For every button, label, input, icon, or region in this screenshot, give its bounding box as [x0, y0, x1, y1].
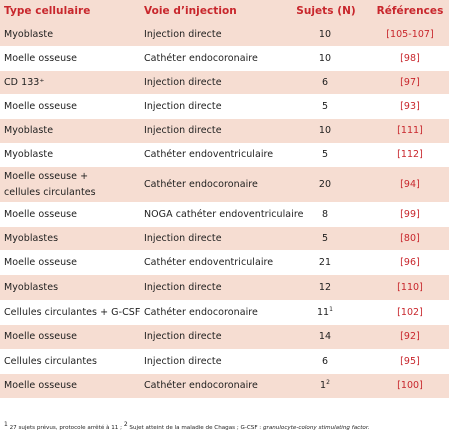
cell-reference: [92]	[400, 331, 420, 342]
table-row	[0, 202, 449, 227]
cell-voie: Cathéter endocoronaire	[144, 179, 258, 190]
cell-sujets	[290, 378, 360, 394]
cell-reference: [95]	[400, 356, 420, 367]
cell-type: Moelle osseuse	[4, 53, 78, 64]
cell-sujets	[290, 354, 360, 370]
header-references: Références	[376, 5, 444, 17]
cell-sujets	[290, 207, 360, 223]
cell-reference: [93]	[400, 101, 420, 112]
cell-sujets	[290, 27, 360, 43]
cell-voie: Injection directe	[144, 29, 222, 40]
sujets-value: 1	[320, 380, 327, 391]
cell-type: Myoblastes	[4, 282, 59, 293]
cell-reference: [96]	[400, 257, 420, 268]
table-row	[0, 71, 449, 94]
sujets-value: 6	[321, 356, 329, 367]
footnote-mark-2: 2	[123, 421, 128, 429]
cell-reference: [98]	[400, 53, 420, 64]
cell-voie: Cathéter endocoronaire	[144, 307, 258, 318]
cell-sujets	[290, 329, 360, 345]
sujets-value: 12	[318, 282, 332, 293]
cell-type: Myoblaste	[4, 149, 54, 160]
cell-type: Myoblastes	[4, 233, 59, 244]
header-sujets: Sujets (N)	[296, 5, 356, 17]
cell-reference: [100]	[397, 380, 423, 391]
footnote-text-2: Sujet atteint de la maladie de Chagas ; G-CSF :	[127, 425, 263, 431]
table-row	[0, 275, 449, 300]
cell-type: Moelle osseuse	[4, 257, 78, 268]
sujets-value: 5	[321, 149, 329, 160]
cell-voie: Injection directe	[144, 282, 222, 293]
cell-sujets	[290, 147, 360, 163]
cell-reference: [102]	[397, 307, 423, 318]
table-row	[0, 374, 449, 398]
table-footnote	[4, 421, 370, 433]
cell-voie: Cathéter endoventriculaire	[144, 149, 274, 160]
cell-type: CD 133⁺	[4, 77, 45, 88]
cell-sujets	[290, 305, 360, 321]
sujets-value: 10	[318, 29, 332, 40]
cell-reference: [111]	[397, 125, 423, 136]
cell-type: Moelle osseuse	[4, 209, 78, 220]
sujets-value: 21	[318, 257, 332, 268]
cell-voie: NOGA cathéter endoventriculaire	[144, 209, 304, 220]
cell-sujets	[290, 177, 360, 193]
cell-voie: Injection directe	[144, 331, 222, 342]
cell-reference: [97]	[400, 77, 420, 88]
table-row	[0, 24, 449, 46]
cell-voie: Cathéter endoventriculaire	[144, 257, 274, 268]
table-row	[0, 143, 449, 167]
table-row	[0, 250, 449, 275]
cell-type: Moelle osseuse + cellules circulantes	[4, 171, 96, 198]
cell-sujets	[290, 280, 360, 296]
footnote-ref: 2	[326, 378, 330, 386]
table-row	[0, 349, 449, 374]
table-row	[0, 325, 449, 349]
sujets-value: 14	[318, 331, 332, 342]
cell-type: Moelle osseuse	[4, 331, 78, 342]
header-type: Type cellulaire	[4, 5, 91, 17]
table-row	[0, 227, 449, 250]
cell-sujets	[290, 231, 360, 247]
cell-type: Cellules circulantes + G-CSF	[4, 307, 141, 318]
table-row	[0, 167, 449, 202]
footnote-ref: 1	[329, 305, 334, 313]
cell-voie: Cathéter endocoronaire	[144, 380, 258, 391]
sujets-value: 10	[318, 53, 332, 64]
sujets-value: 10	[318, 125, 332, 136]
sujets-value: 11	[316, 307, 330, 318]
cell-sujets	[290, 255, 360, 271]
cell-voie: Cathéter endocoronaire	[144, 53, 258, 64]
cell-type: Cellules circulantes	[4, 356, 98, 367]
sujets-value: 20	[318, 179, 332, 190]
table-body	[0, 24, 449, 398]
cell-sujets	[290, 75, 360, 91]
table-row	[0, 300, 449, 325]
cell-voie: Injection directe	[144, 233, 222, 244]
cell-sujets	[290, 51, 360, 67]
table-row	[0, 94, 449, 119]
table-header	[0, 0, 449, 24]
cell-type: Moelle osseuse	[4, 101, 78, 112]
cell-reference: [105-107]	[386, 29, 434, 40]
cell-type: Myoblaste	[4, 125, 54, 136]
sujets-value: 5	[321, 101, 329, 112]
header-voie: Voie d’injection	[144, 5, 237, 17]
cell-voie: Injection directe	[144, 356, 222, 367]
cell-reference: [99]	[400, 209, 420, 220]
cell-reference: [80]	[400, 233, 420, 244]
cell-sujets	[290, 123, 360, 139]
cell-reference: [112]	[397, 149, 423, 160]
cell-voie: Injection directe	[144, 77, 222, 88]
footnote-text-1: 27 sujets prévus, protocole arrêté à 11 ;	[7, 425, 124, 431]
sujets-value: 8	[321, 209, 329, 220]
cell-sujets	[290, 99, 360, 115]
cell-reference: [110]	[397, 282, 423, 293]
cell-voie: Injection directe	[144, 125, 222, 136]
footnote-text-3: granulocyte-colony stimulating factor.	[262, 425, 370, 431]
cell-type: Moelle osseuse	[4, 380, 78, 391]
table-row	[0, 119, 449, 143]
footnote-mark-1: 1	[4, 421, 8, 429]
cell-voie: Injection directe	[144, 101, 222, 112]
cell-reference: [94]	[400, 179, 420, 190]
sujets-value: 5	[321, 233, 329, 244]
sujets-value: 6	[321, 77, 329, 88]
cell-type: Myoblaste	[4, 29, 54, 40]
table-row	[0, 46, 449, 71]
